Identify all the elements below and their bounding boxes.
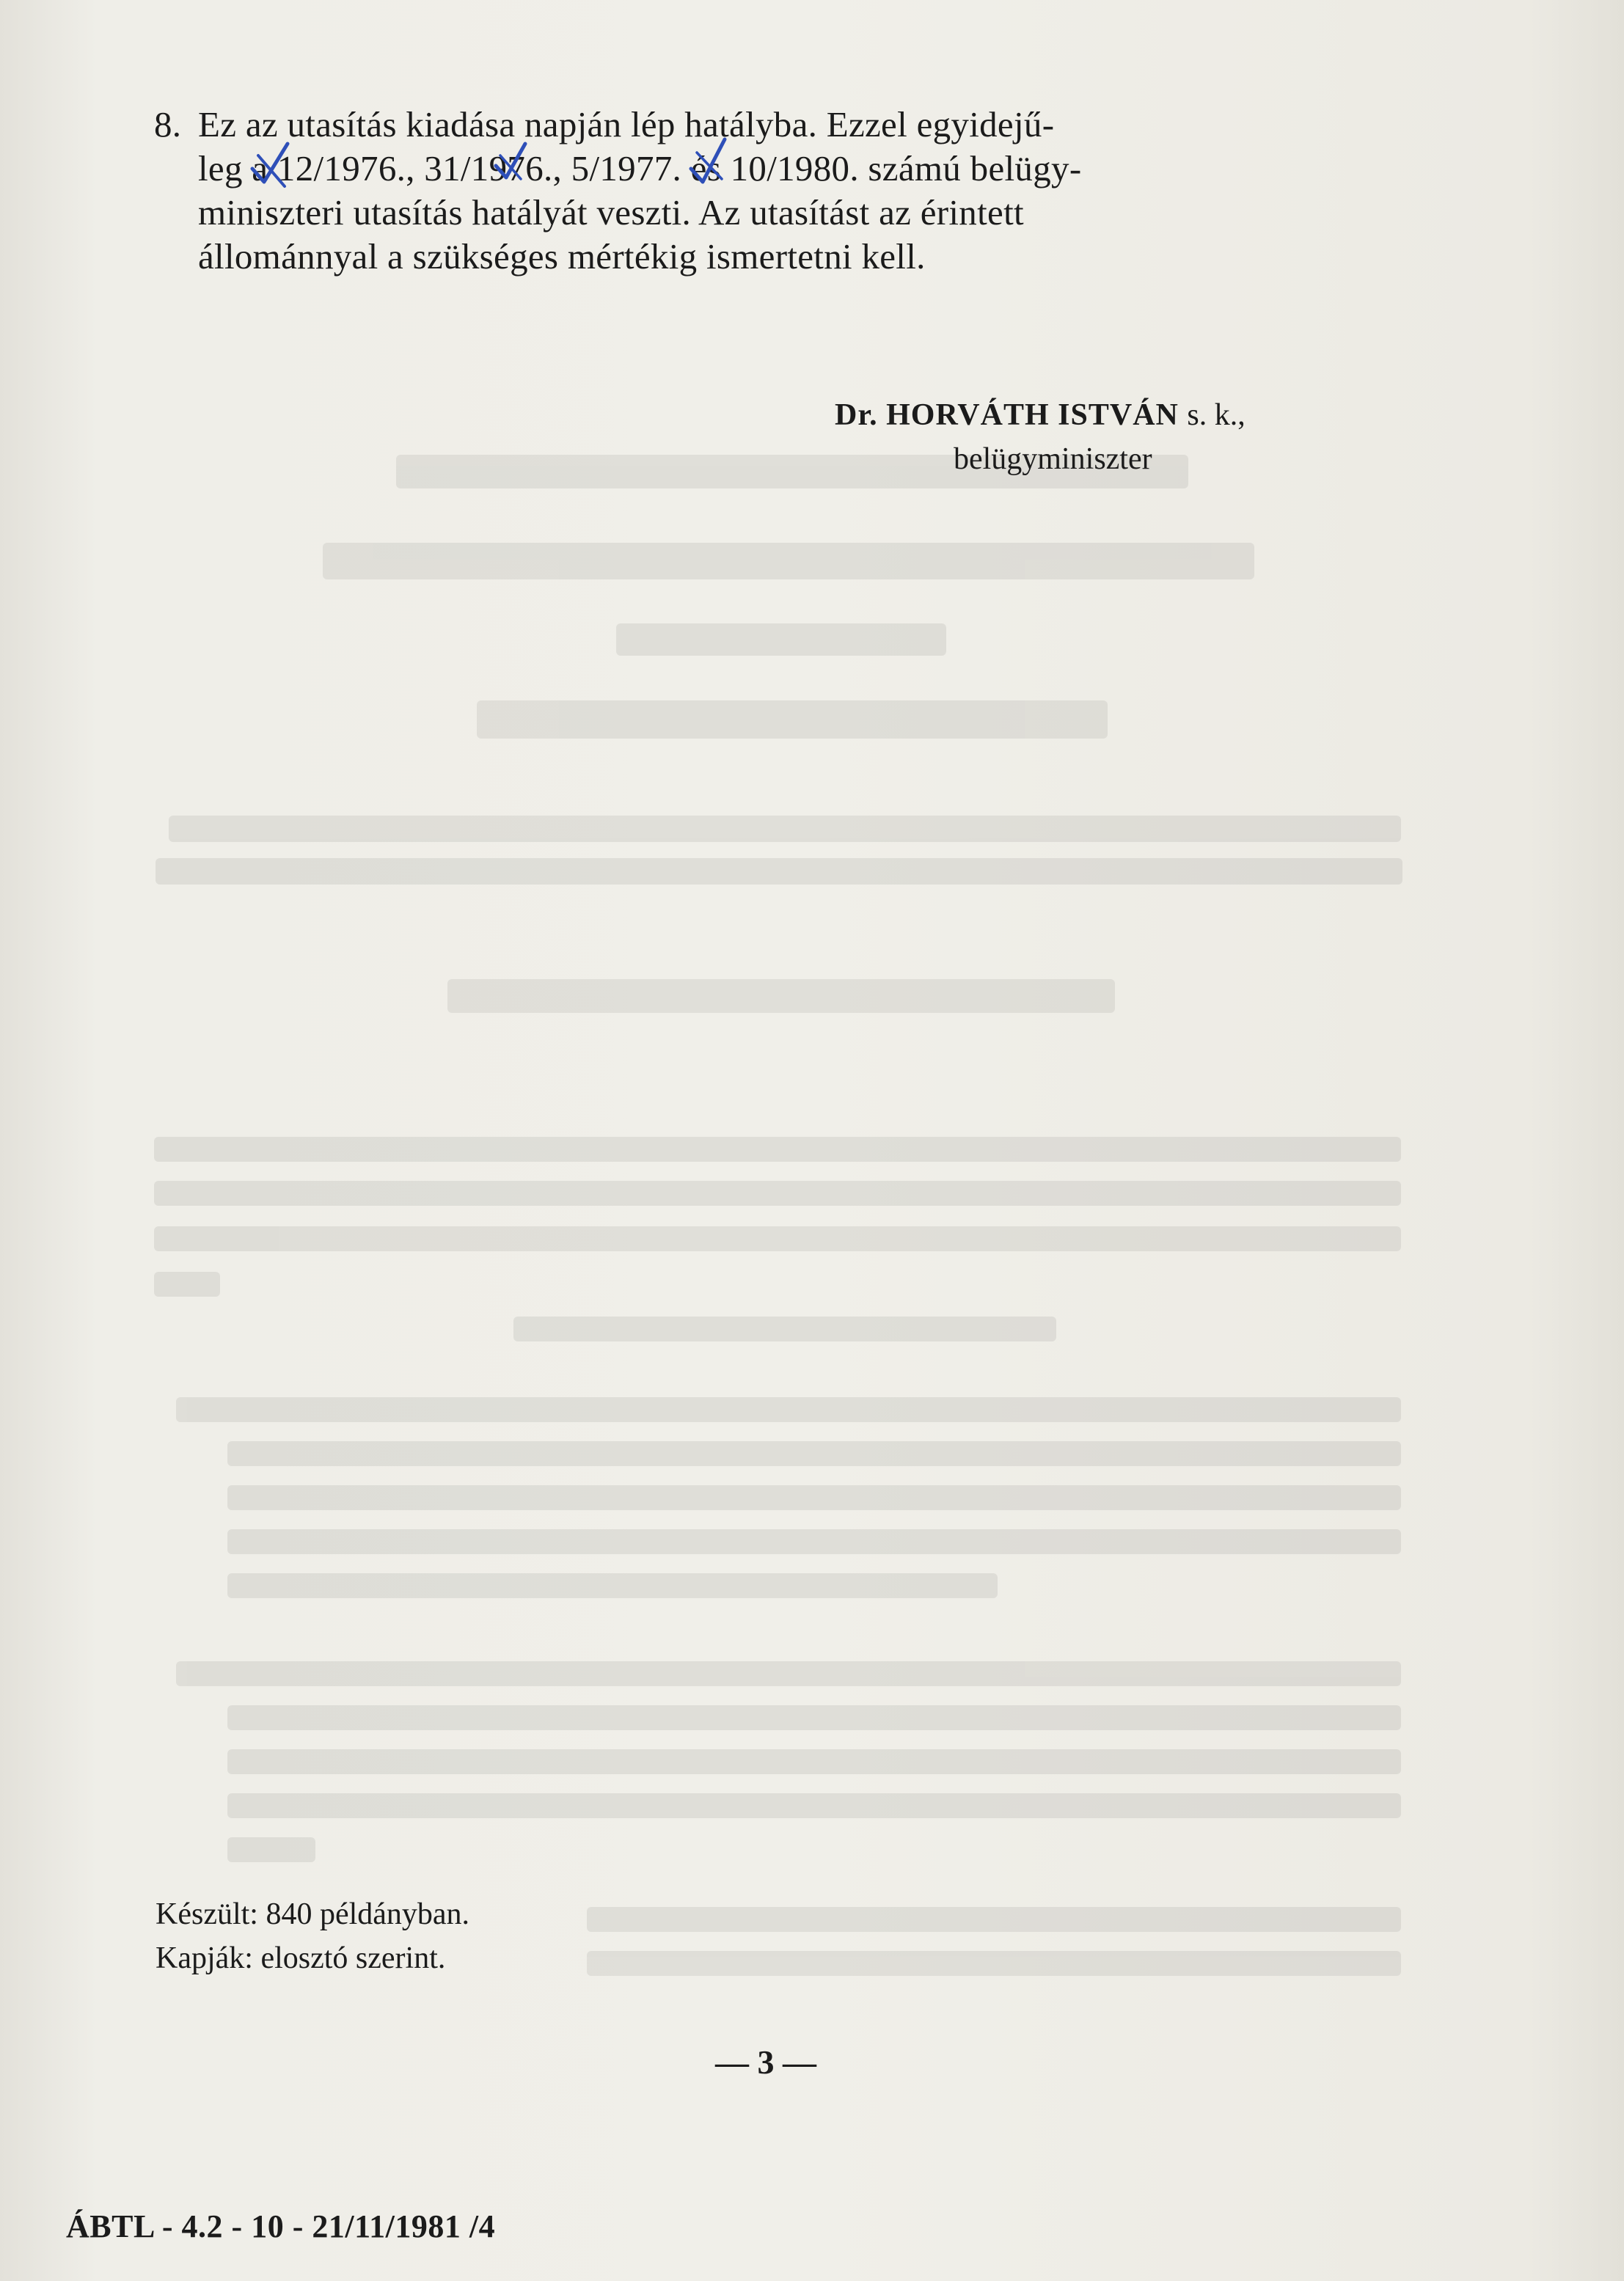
paragraph-line-3: miniszteri utasítás hatályát veszti. Az utasítást az érintett <box>198 192 1024 233</box>
archive-reference: ÁBTL - 4.2 - 10 - 21/11/1981 /4 <box>66 2208 496 2244</box>
signatory-title: belügyminiszter <box>954 442 1152 476</box>
signatory-name <box>835 398 1246 433</box>
paragraph-number: 8. <box>154 104 182 144</box>
paragraph-line-1-text: Ez az utasítás kiadása napján lép hatályba. Ezzel egyidejű- <box>198 104 1055 144</box>
distribution-notes <box>156 1892 469 1980</box>
paragraph-8 <box>154 103 1401 279</box>
paragraph-line-1 <box>154 103 1401 147</box>
copies-note: Készült: 840 példányban. <box>156 1897 470 1931</box>
paragraph-line-2: leg a 12/1976., 31/1976., 5/1977. és 10/1980. számú belügy- <box>198 148 1082 188</box>
distribution-note: Kapják: elosztó szerint. <box>156 1941 446 1975</box>
signatory-name-text: Dr. HORVÁTH ISTVÁN <box>835 398 1179 432</box>
page-number: — 3 — <box>715 2043 816 2081</box>
paragraph-line-4: állománnyal a szükséges mértékig ismertetni kell. <box>198 236 926 277</box>
signatory-suffix: s. k., <box>1187 398 1246 432</box>
